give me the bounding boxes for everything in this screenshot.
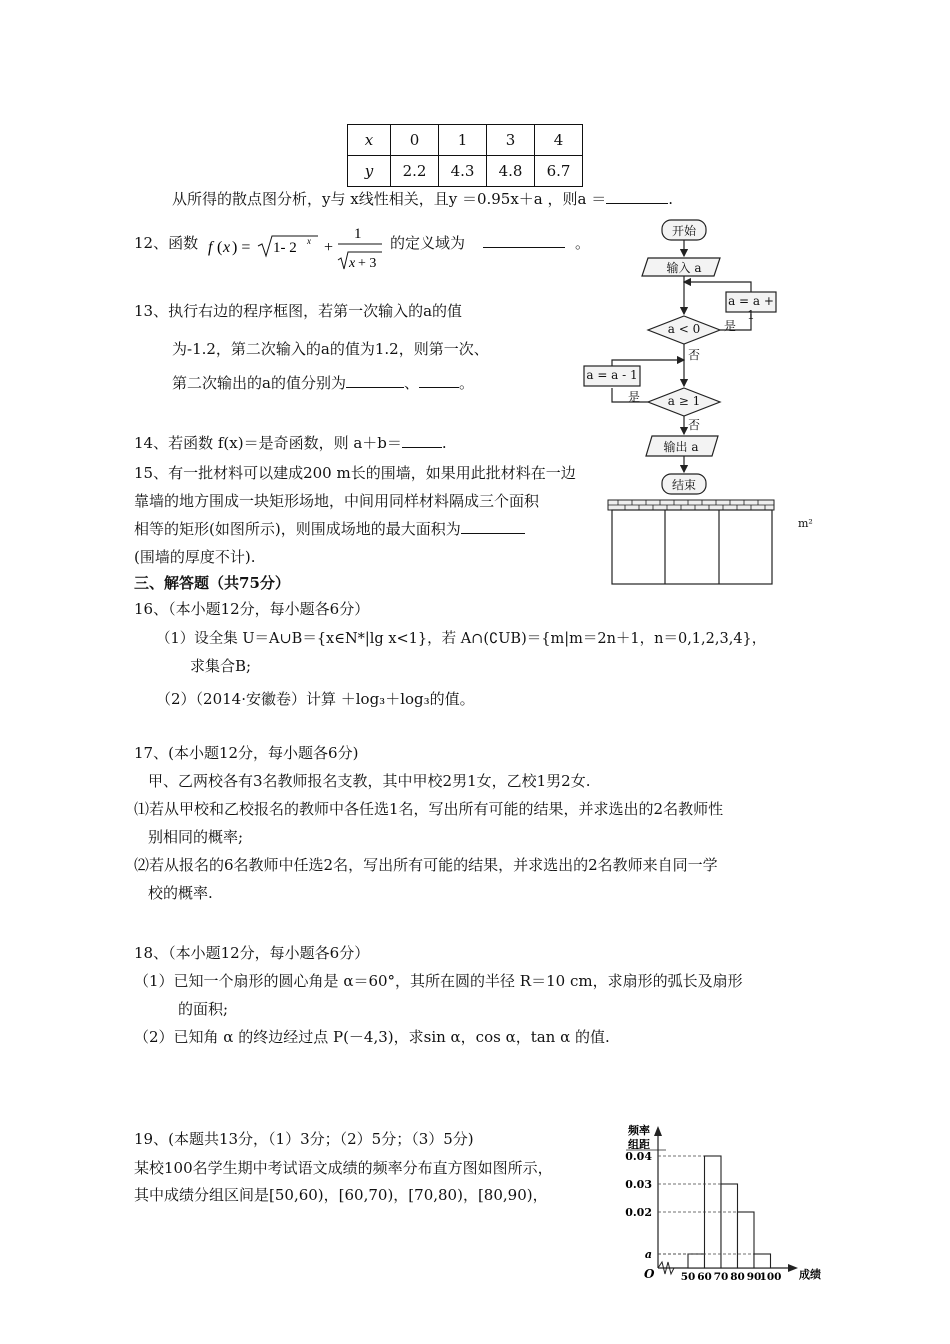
flowchart-sub: a = a - 1 <box>586 368 638 382</box>
hist-origin: O <box>644 1267 655 1281</box>
flowchart-cond1: a < 0 <box>667 322 701 336</box>
q14-text: 14、若函数 f(x)＝是奇函数，则 a＋b＝ . <box>134 434 447 452</box>
table-cell: 2.2 <box>391 156 439 187</box>
q18-p1b: 的面积; <box>178 1000 229 1018</box>
table-cell: 1 <box>439 125 487 156</box>
hist-ylabel-top: 频率 <box>628 1124 650 1137</box>
table-cell: 0 <box>391 125 439 156</box>
q11-text: 从所得的散点图分析，y与 x线性相关，且y ＝0.95x＋a ，则a ＝ . <box>172 190 674 208</box>
table-cell: y <box>348 156 391 187</box>
q15-line3: 相等的矩形(如图所示)，则围成场地的最大面积为 <box>134 518 525 539</box>
q15-line1: 15、有一批材料可以建成200 m长的围墙，如果用此批材料在一边 <box>134 464 576 482</box>
svg-text:1- 2: 1- 2 <box>273 240 297 256</box>
hist-xtick: 100 <box>759 1271 782 1283</box>
wall-figure <box>606 498 778 588</box>
table-cell: 4.3 <box>439 156 487 187</box>
q18-p1a: （1）已知一个扇形的圆心角是 α＝60°，其所在圆的半径 R＝10 cm，求扇形的弧长及扇形 <box>134 972 743 990</box>
hist-xtick: 50 <box>680 1271 696 1283</box>
hist-ylabel-bottom: 组距 <box>628 1138 650 1151</box>
q13-line1: 13、执行右边的程序框图，若第一次输入的a的值 <box>134 302 463 320</box>
hist-bar <box>738 1212 755 1268</box>
xy-table <box>347 124 583 187</box>
q12-text: 12、函数 <box>134 234 199 252</box>
q12-formula <box>206 222 386 274</box>
hist-xtick: 70 <box>713 1271 729 1283</box>
flowchart-add: a = a + 1 <box>728 294 774 322</box>
answer-blank <box>483 233 565 248</box>
answer-blank <box>402 433 442 448</box>
svg-text:x: x <box>223 239 231 256</box>
svg-text:(: ( <box>217 239 223 256</box>
q17-p1b: 别相同的概率; <box>148 828 244 846</box>
flowchart-no1: 否 <box>688 348 701 362</box>
hist-ytick: 0.04 <box>625 1150 652 1163</box>
q17-title: 17、(本小题12分，每小题各6分) <box>134 744 359 762</box>
flowchart-start: 开始 <box>671 224 696 238</box>
q17-p1a: ⑴若从甲校和乙校报名的教师中各任选1名，写出所有可能的结果，并求选出的2名教师性 <box>134 800 724 818</box>
flowchart-no2: 否 <box>688 418 701 432</box>
answer-blank <box>461 519 525 534</box>
flowchart-end: 结束 <box>671 478 696 492</box>
q16-p1b: 求集合B; <box>190 657 252 675</box>
svg-text:+: + <box>324 239 334 256</box>
flowchart-output: 输出 a <box>663 440 699 454</box>
table-cell: 6.7 <box>535 156 583 187</box>
histogram <box>606 1122 832 1286</box>
q16-title: 16、（本小题12分，每小题各6分） <box>134 600 370 618</box>
answer-blank <box>346 373 404 388</box>
q17-p2a: ⑵若从报名的6名教师中任选2名，写出所有可能的结果，并求选出的2名教师来自同一学 <box>134 856 718 874</box>
q16-p1a: （1）设全集 U＝A∪B＝{x∈N*|lg x<1}，若 A∩(∁UB)＝{m|m＝2n＋1，n＝0,1,2,3,4}， <box>156 631 767 647</box>
q12-suffix: 的定义域为 。 <box>390 234 591 252</box>
q15-unit: m² <box>798 517 813 530</box>
answer-blank <box>606 189 668 204</box>
hist-xtick: 60 <box>697 1271 712 1283</box>
q19-title: 19、(本题共13分，（1）3分；（2）5分；（3）5分) <box>134 1130 474 1148</box>
svg-text:x: x <box>307 236 311 246</box>
table-cell: 4 <box>535 125 583 156</box>
table-row <box>348 156 583 187</box>
section-heading: 三、解答题（共75分） <box>134 574 290 592</box>
table-cell: x <box>348 125 391 156</box>
table-row <box>348 125 583 156</box>
svg-text:1: 1 <box>354 226 362 242</box>
table-cell: 3 <box>487 125 535 156</box>
q13-line2: 为-1.2，第二次输入的a的值为1.2，则第一次、 <box>172 340 489 358</box>
hist-xlabel: 成绩 <box>799 1268 821 1281</box>
q19-line2: 其中成绩分组区间是[50,60)，[60,70)，[70,80)，[80,90)， <box>134 1186 548 1204</box>
flowchart-cond2: a ≥ 1 <box>667 394 701 408</box>
svg-text:+ 3: + 3 <box>358 256 377 271</box>
q15-line4: (围墙的厚度不计). <box>134 548 256 566</box>
flowchart-input: 输入 a <box>666 261 702 275</box>
q13-line3: 第二次输出的a的值分别为 、 。 <box>172 374 474 392</box>
q18-p2: （2）已知角 α 的终边经过点 P(－4,3)，求sin α，cos α，tan α 的值. <box>134 1028 610 1046</box>
q16-p2: （2）（2014·安徽卷）计算 ＋log₃＋log₃的值。 <box>156 690 475 708</box>
hist-ytick: 0.03 <box>625 1178 652 1191</box>
hist-ytick: 0.02 <box>625 1206 652 1219</box>
table-cell: 4.8 <box>487 156 535 187</box>
hist-ytick: a <box>644 1248 652 1261</box>
q18-title: 18、（本小题12分，每小题各6分） <box>134 944 370 962</box>
hist-bar <box>688 1254 705 1268</box>
svg-text:f: f <box>208 239 213 256</box>
svg-text:) =: ) = <box>232 239 251 256</box>
hist-xtick: 90 <box>746 1271 762 1283</box>
q19-line1: 某校100名学生期中考试语文成绩的频率分布直方图如图所示， <box>134 1159 553 1177</box>
q15-line2: 靠墙的地方围成一块矩形场地，中间用同样材料隔成三个面积 <box>134 492 540 510</box>
answer-blank <box>419 373 459 388</box>
svg-text:x: x <box>349 256 356 271</box>
hist-bar <box>754 1254 771 1268</box>
q17-p2b: 校的概率. <box>148 884 213 902</box>
hist-xtick: 80 <box>730 1271 745 1283</box>
flowchart-yes1: 是 <box>724 319 737 333</box>
hist-bar <box>721 1184 738 1268</box>
flowchart-yes2: 是 <box>628 390 641 404</box>
q17-intro: 甲、乙两校各有3名教师报名支教，其中甲校2男1女，乙校1男2女. <box>148 772 591 790</box>
